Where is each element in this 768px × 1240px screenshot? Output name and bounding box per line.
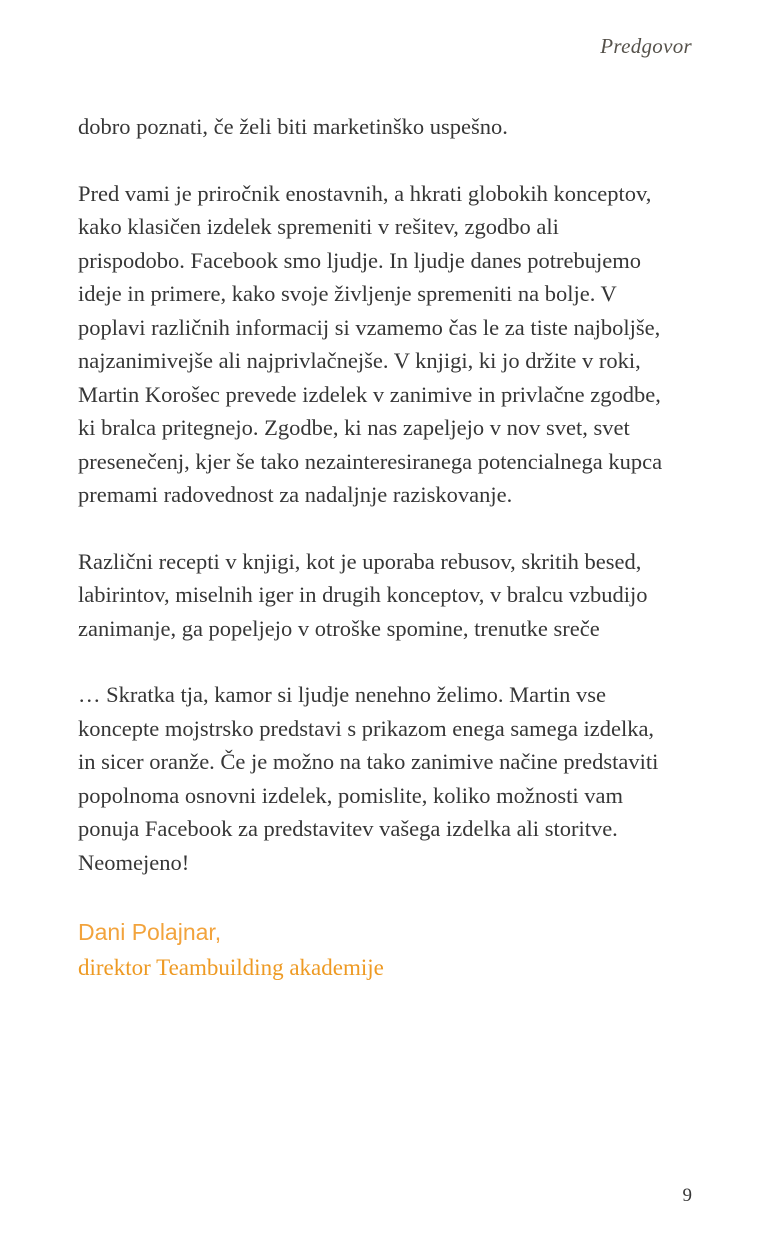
text-line: dobro poznati, če želi biti marketinško uspešno. [78, 114, 508, 139]
text-line: najzanimivejše ali najprivlačnejše. V knjigi, ki jo držite v roki, [78, 348, 641, 373]
text-line: premami radovednost za nadaljnje raziskovanje. [78, 482, 513, 507]
text-line: Martin Korošec prevede izdelek v zanimive in privlačne zgodbe, [78, 381, 661, 407]
text-line: ponuja Facebook za predstavitev vašega izdelka ali storitve. [78, 816, 618, 841]
text-line: zanimanje, ga popeljejo v otroške spomine, trenutke sreče [78, 615, 600, 641]
text-line: Neomejeno! [78, 849, 190, 875]
text-line: presenečenj, kjer še tako nezainteresiranega potencialnega kupca [78, 448, 663, 474]
paragraph [78, 678, 703, 879]
signature-title: direktor Teambuilding akademije [78, 955, 384, 980]
signature-name: Dani Polajnar, [78, 919, 222, 945]
text-line: koncepte mojstrsko predstavi s prikazom enega samega izdelka, [78, 715, 655, 741]
paragraph [78, 545, 703, 646]
running-header: Predgovor [600, 34, 692, 58]
text-line: poplavi različnih informacij si vzamemo čas le za tiste najboljše, [78, 314, 661, 340]
text-line: prispodobo. Facebook smo ljudje. In ljudje danes potrebujemo [78, 247, 642, 273]
text-line: popolnoma osnovni izdelek, pomislite, koliko možnosti vam [78, 782, 623, 808]
text-line: … Skratka tja, kamor si ljudje nenehno želimo. Martin vse [78, 682, 607, 707]
page-number: 9 [682, 1185, 692, 1206]
text-line: kako klasičen izdelek spremeniti v rešitev, zgodbo ali [78, 214, 559, 239]
text-line: Različni recepti v knjigi, kot je uporaba rebusov, skritih besed, [78, 548, 642, 574]
signature-block [78, 915, 703, 985]
text-line: in sicer oranže. Če je možno na tako zanimive načine predstaviti [78, 749, 659, 774]
text-line: labirintov, miselnih iger in drugih konceptov, v bralcu vzbudijo [78, 582, 648, 607]
paragraph [78, 177, 703, 512]
page-content [78, 110, 703, 985]
text-line: ideje in primere, kako svoje življenje spremeniti na bolje. V [78, 281, 617, 306]
text-line: Pred vami je priročnik enostavnih, a hkrati globokih konceptov, [78, 180, 652, 206]
text-line: ki bralca pritegnejo. Zgodbe, ki nas zapeljejo v nov svet, svet [78, 415, 630, 440]
paragraph [78, 110, 703, 144]
